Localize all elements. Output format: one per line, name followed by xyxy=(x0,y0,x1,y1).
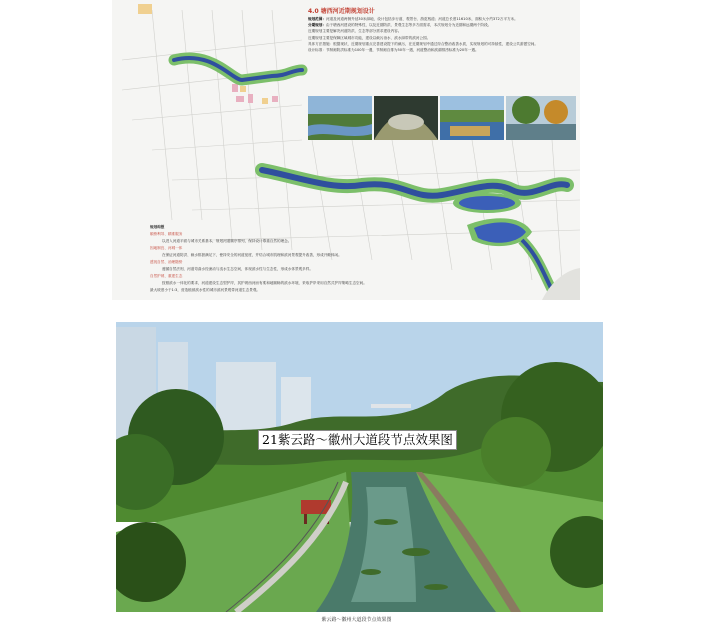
reference-photo-river xyxy=(308,96,372,140)
desc-paragraph-4: 近期规划主要是保障区域城市功能，建设以截污治水、滨水绿带的滨河公园。 xyxy=(308,35,431,40)
concept-point-title-2: 因地制宜、河城一体 xyxy=(150,246,183,250)
reference-photo-reeds xyxy=(374,96,438,140)
desc-paragraph-3: 近期规划主要是解决河道防洪、生态等部分需求建设内容。 xyxy=(308,29,402,34)
riverside-rendering xyxy=(116,322,603,612)
concept-point-text-4: 按照滨水一体化的要求，河道建设生态型护岸，其护坡西河而有柔和地顺畅的滨水环境，采取护岸采用自然式护岸策略生态空间。 xyxy=(162,281,367,285)
desc-paragraph-5: 具体方法措施：根据现状，近期规划重点完善建设提下的截污，在近期规划中通过综合整治改善水质，实现规划的可持续性，建设公共游憩空间。 xyxy=(308,41,538,46)
desc-paragraph-2: 分期规划：由于塘西河建设的特殊性，以及近期防洪、景观生态等多方面需求，本次规划分为近期和远期两个阶段。 xyxy=(308,23,492,28)
reference-photo-lake-trees xyxy=(506,96,576,140)
rendering-caption: 紫云路～徽州大道段节点效果图 xyxy=(321,617,392,623)
concept-point-text-3: 遵循自然法则，河道弯曲水经流动与浅水生态空间，体现滨水性与生态性，形成水体景观多样。 xyxy=(162,267,313,271)
reference-photo-pond xyxy=(440,96,504,140)
rendering-title-label: 21紫云路～徽州大道段节点效果图 xyxy=(258,430,457,450)
plan-description xyxy=(308,16,578,53)
section-title: 4.0 塘西河近期规划设计 xyxy=(308,8,375,15)
concept-note: 最大坡度小于1:3，营造植被滨水性的城市滨河景观带河道生态景观。 xyxy=(150,288,261,292)
design-concept xyxy=(150,224,470,294)
concept-heading: 规划构想 xyxy=(150,225,165,229)
concept-point-text-2: 在保证河道防洪、截水排泄满足下，使持安全的河道宽度，并结合城市肌理和滨河景观提升改善，形成开敞休闲。 xyxy=(162,253,342,257)
concept-point-text-1: 以进入河道平面与城市关系基本，规划河道顺序排列，保持设计尊重自然的理念。 xyxy=(162,239,292,243)
concept-point-title-3: 透视自然、治理随势 xyxy=(150,260,183,264)
desc-paragraph-1: 规划范围：河道及河道两侧外延30米绿地，设计包括步行道、观景台、游览栈道；河道总长度11610米，面积大小约372万平方米。 xyxy=(308,17,518,21)
desc-paragraph-6: 设计标准：节制闸防洪标准为100年一遇，节制闸自排为50年一遇，河道整治和滨湖排涝标准为20年一遇。 xyxy=(308,48,479,53)
concept-point-title-1: 顺势利导、精准服务 xyxy=(150,232,183,236)
concept-point-title-4: 自然护坡、重建生态 xyxy=(150,274,183,278)
